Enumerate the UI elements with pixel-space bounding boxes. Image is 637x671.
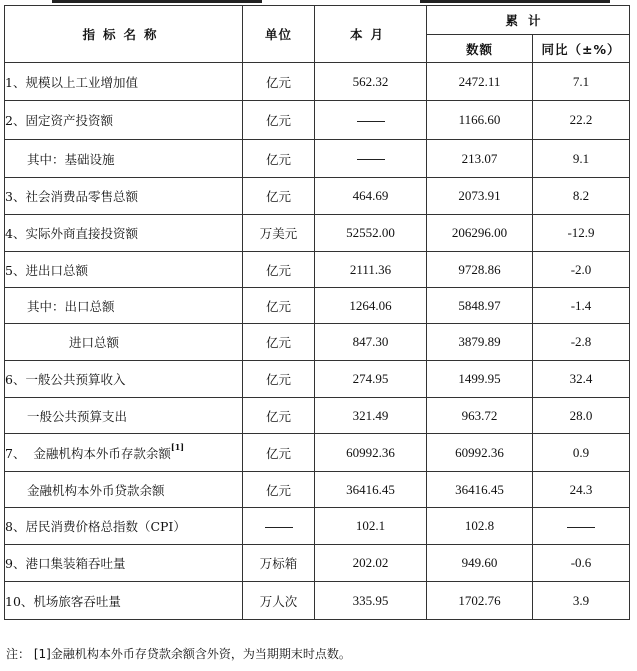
row-amount: 60992.36 bbox=[427, 434, 533, 472]
row-name-text: 7、 金融机构本外币存款余额 bbox=[5, 445, 171, 461]
row-amount: 963.72 bbox=[427, 398, 533, 434]
row-name: 6、一般公共预算收入 bbox=[5, 361, 243, 398]
table-row bbox=[5, 508, 630, 545]
row-name: 一般公共预算支出 bbox=[5, 398, 243, 434]
row-unit: 亿元 bbox=[243, 252, 315, 288]
footnote: 注： [1]金融机构本外币存贷款余额含外资，为当期期末时点数。 bbox=[6, 647, 351, 661]
row-month: 847.30 bbox=[315, 324, 427, 361]
row-unit: 万美元 bbox=[243, 215, 315, 252]
row-amount: 3879.89 bbox=[427, 324, 533, 361]
table-row bbox=[5, 140, 630, 178]
row-name: 其中：基础设施 bbox=[5, 140, 243, 178]
row-yoy: -2.0 bbox=[533, 252, 630, 288]
row-month bbox=[315, 101, 427, 140]
row-name: 进口总额 bbox=[5, 324, 243, 361]
table-row bbox=[5, 178, 630, 215]
row-yoy: -1.4 bbox=[533, 288, 630, 324]
row-month: 562.32 bbox=[315, 63, 427, 101]
row-unit: 亿元 bbox=[243, 472, 315, 508]
row-name: 2、固定资产投资额 bbox=[5, 101, 243, 140]
row-name: 4、实际外商直接投资额 bbox=[5, 215, 243, 252]
row-yoy: 7.1 bbox=[533, 63, 630, 101]
row-unit: 亿元 bbox=[243, 324, 315, 361]
row-yoy bbox=[533, 508, 630, 545]
header-amount: 数额 bbox=[427, 35, 533, 63]
row-month bbox=[315, 140, 427, 178]
row-amount: 949.60 bbox=[427, 545, 533, 582]
dash-placeholder bbox=[265, 527, 293, 528]
table-row bbox=[5, 472, 630, 508]
table-header bbox=[5, 6, 630, 63]
cropped-top-edge bbox=[0, 0, 637, 4]
row-month: 2111.36 bbox=[315, 252, 427, 288]
row-unit: 亿元 bbox=[243, 140, 315, 178]
row-name: 其中：出口总额 bbox=[5, 288, 243, 324]
row-yoy: 22.2 bbox=[533, 101, 630, 140]
table-row bbox=[5, 215, 630, 252]
header-cumulative-text: 累计 bbox=[505, 13, 551, 28]
row-amount: 2073.91 bbox=[427, 178, 533, 215]
row-name: 5、进出口总额 bbox=[5, 252, 243, 288]
statistics-table bbox=[4, 5, 630, 620]
row-amount: 213.07 bbox=[427, 140, 533, 178]
row-yoy: 32.4 bbox=[533, 361, 630, 398]
row-yoy: -0.6 bbox=[533, 545, 630, 582]
table-row bbox=[5, 398, 630, 434]
table-row bbox=[5, 101, 630, 140]
row-amount: 206296.00 bbox=[427, 215, 533, 252]
row-month: 52552.00 bbox=[315, 215, 427, 252]
row-unit bbox=[243, 508, 315, 545]
row-amount: 9728.86 bbox=[427, 252, 533, 288]
row-month: 464.69 bbox=[315, 178, 427, 215]
row-name: 3、社会消费品零售总额 bbox=[5, 178, 243, 215]
header-indicator-name-text: 指标名称 bbox=[82, 27, 165, 42]
cropped-text-fragment bbox=[420, 0, 610, 3]
row-yoy: -12.9 bbox=[533, 215, 630, 252]
row-amount: 2472.11 bbox=[427, 63, 533, 101]
header-yoy: 同比（±%） bbox=[533, 35, 630, 63]
dash-placeholder bbox=[357, 159, 385, 160]
row-name: 8、居民消费价格总指数（CPI） bbox=[5, 508, 243, 545]
row-unit: 亿元 bbox=[243, 398, 315, 434]
table-row bbox=[5, 434, 630, 472]
table-row bbox=[5, 63, 630, 101]
row-amount: 36416.45 bbox=[427, 472, 533, 508]
footnote-ref: [1] bbox=[170, 441, 185, 452]
row-name: 金融机构本外币贷款余额 bbox=[5, 472, 243, 508]
dash-placeholder bbox=[357, 121, 385, 122]
row-unit: 亿元 bbox=[243, 63, 315, 101]
dash-placeholder bbox=[567, 527, 595, 528]
row-amount: 1702.76 bbox=[427, 582, 533, 620]
row-yoy: 28.0 bbox=[533, 398, 630, 434]
row-unit: 亿元 bbox=[243, 361, 315, 398]
row-month: 102.1 bbox=[315, 508, 427, 545]
row-yoy: -2.8 bbox=[533, 324, 630, 361]
row-unit: 万标箱 bbox=[243, 545, 315, 582]
table-row bbox=[5, 582, 630, 620]
row-yoy: 9.1 bbox=[533, 140, 630, 178]
header-this-month-text: 本月 bbox=[349, 27, 391, 42]
row-month: 60992.36 bbox=[315, 434, 427, 472]
row-name: 1、规模以上工业增加值 bbox=[5, 63, 243, 101]
table-row bbox=[5, 361, 630, 398]
table-row bbox=[5, 324, 630, 361]
table-row bbox=[5, 288, 630, 324]
table-body bbox=[5, 63, 630, 620]
row-unit: 亿元 bbox=[243, 288, 315, 324]
row-month: 36416.45 bbox=[315, 472, 427, 508]
row-yoy: 8.2 bbox=[533, 178, 630, 215]
row-unit: 亿元 bbox=[243, 101, 315, 140]
row-yoy: 0.9 bbox=[533, 434, 630, 472]
row-amount: 1166.60 bbox=[427, 101, 533, 140]
row-unit: 亿元 bbox=[243, 434, 315, 472]
header-unit: 单位 bbox=[243, 6, 315, 63]
row-yoy: 24.3 bbox=[533, 472, 630, 508]
row-month: 335.95 bbox=[315, 582, 427, 620]
row-unit: 亿元 bbox=[243, 178, 315, 215]
header-cumulative bbox=[427, 6, 630, 35]
table-row bbox=[5, 545, 630, 582]
row-amount: 1499.95 bbox=[427, 361, 533, 398]
row-name bbox=[5, 434, 243, 472]
row-amount: 5848.97 bbox=[427, 288, 533, 324]
row-name: 9、港口集装箱吞吐量 bbox=[5, 545, 243, 582]
row-name: 10、机场旅客吞吐量 bbox=[5, 582, 243, 620]
header-indicator-name bbox=[5, 6, 243, 63]
header-this-month bbox=[315, 6, 427, 63]
table-row bbox=[5, 252, 630, 288]
row-month: 202.02 bbox=[315, 545, 427, 582]
row-yoy: 3.9 bbox=[533, 582, 630, 620]
cropped-text-fragment bbox=[52, 0, 262, 3]
row-month: 321.49 bbox=[315, 398, 427, 434]
row-unit: 万人次 bbox=[243, 582, 315, 620]
row-amount: 102.8 bbox=[427, 508, 533, 545]
row-month: 1264.06 bbox=[315, 288, 427, 324]
row-month: 274.95 bbox=[315, 361, 427, 398]
